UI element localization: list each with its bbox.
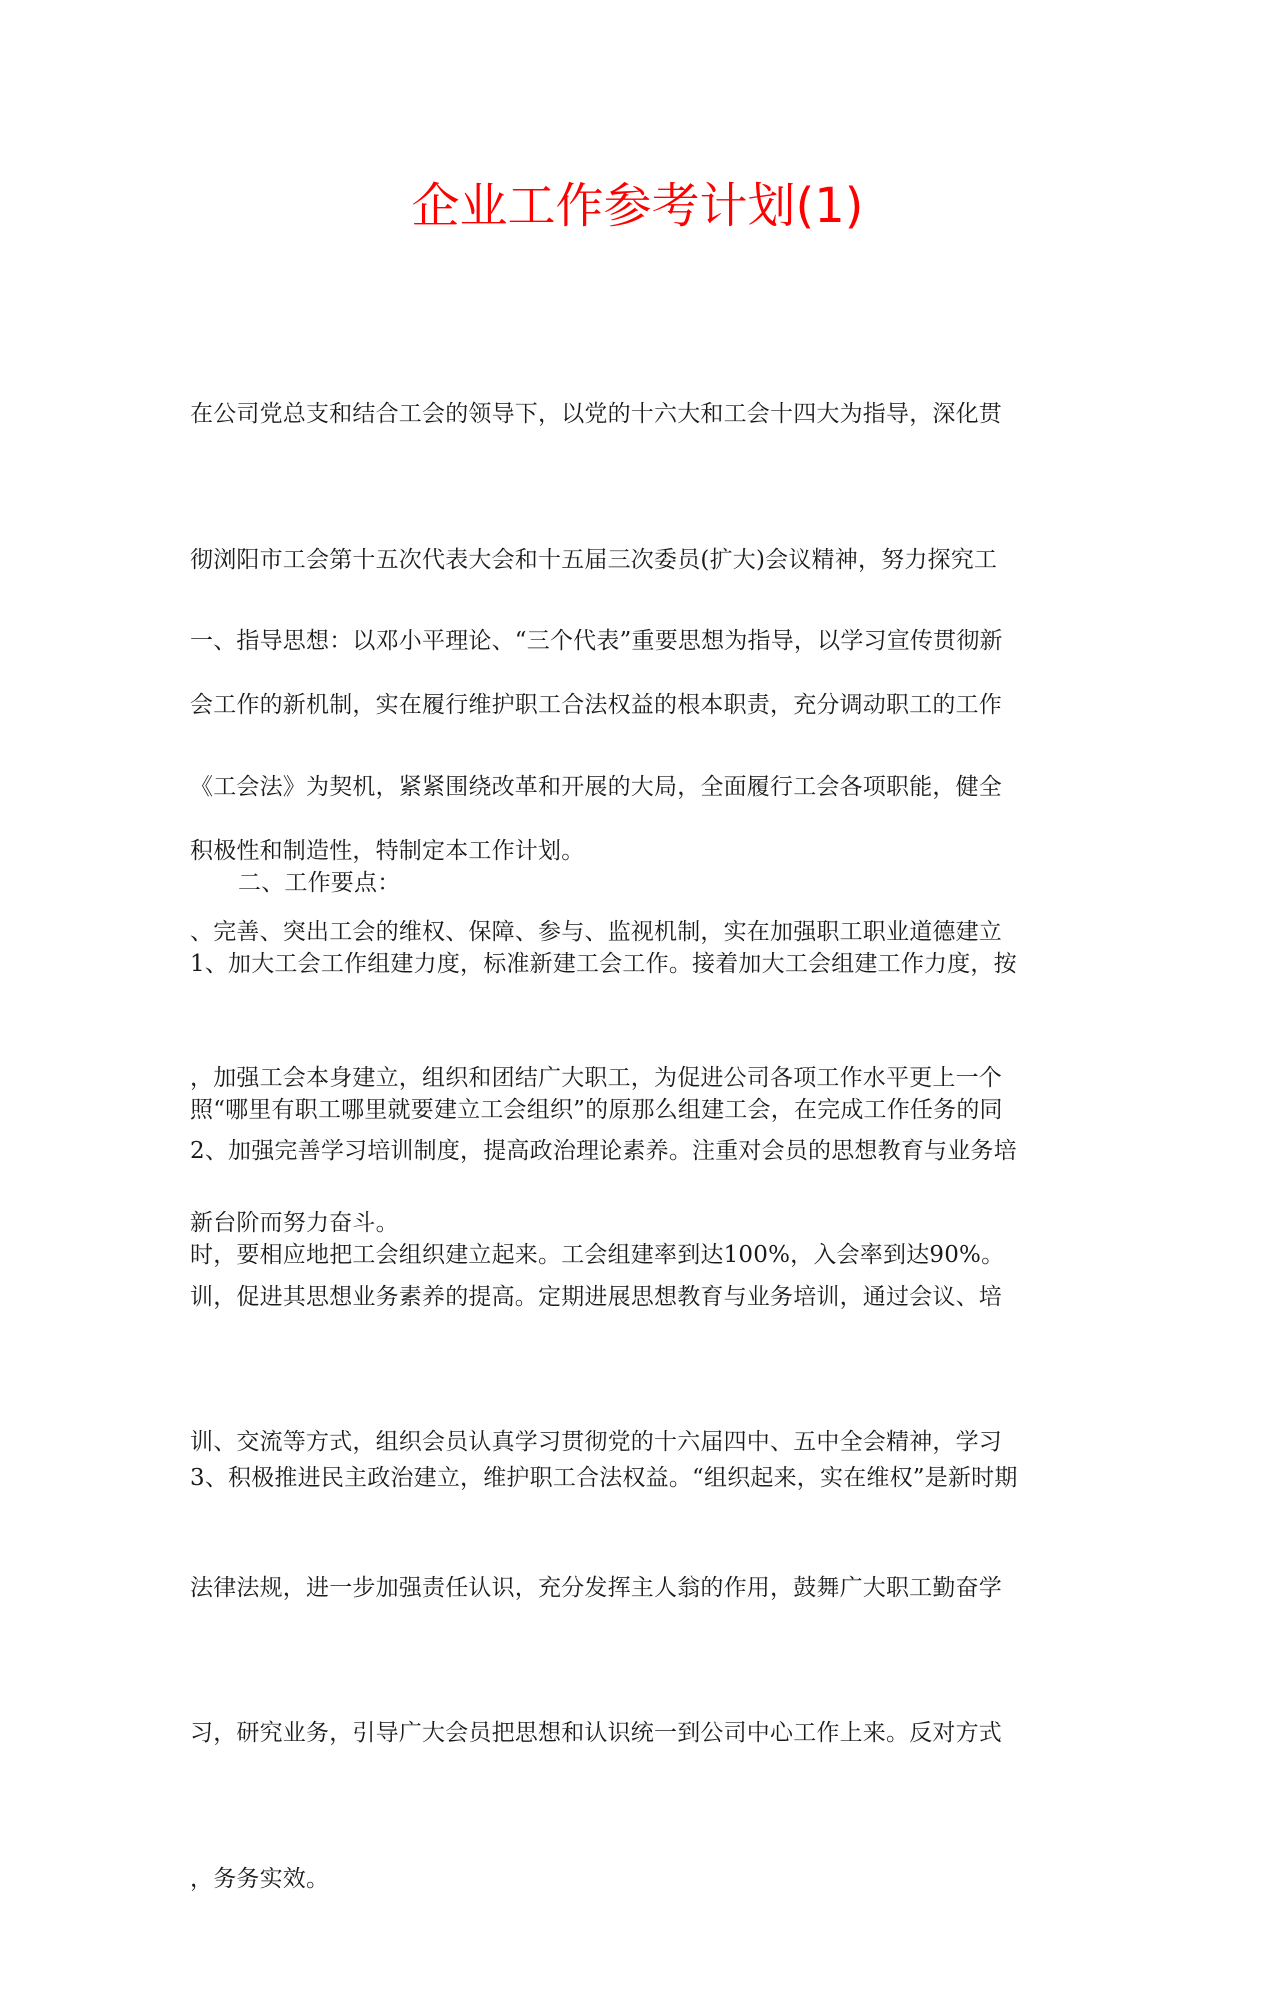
text-line: 在公司党总支和结合工会的领导下，以党的十六大和工会十四大为指导，深化贯 xyxy=(190,401,1002,427)
text-line: 1、加大工会工作组建力度，标准新建工会工作。接着加大工会组建工作力度，按 xyxy=(190,951,1017,977)
text-line: 彻浏阳市工会第十五次代表大会和十五届三次委员(扩大)会议精神，努力探究工 xyxy=(190,546,998,573)
text-line: ，务务实效。 xyxy=(190,1865,330,1892)
text-line: 训，促进其思想业务素养的提高。定期进展思想教育与业务培训，通过会议、培 xyxy=(190,1283,1002,1310)
text-line: 、完善、突出工会的维权、保障、参与、监视机制，实在加强职工职业道德建立 xyxy=(190,919,1002,945)
text-line: 会工作的新机制，实在履行维护职工合法权益的根本职责，充分调动职工的工作 xyxy=(190,692,1002,718)
text-line: 2、加强完善学习培训制度，提高政治理论素养。注重对会员的思想教育与业务培 xyxy=(190,1138,1017,1164)
text-line: 法律法规，进一步加强责任认识，充分发挥主人翁的作用，鼓舞广大职工勤奋学 xyxy=(190,1574,1002,1601)
text-line: 习，研究业务，引导广大会员把思想和认识统一到公司中心工作上来。反对方式 xyxy=(190,1720,1002,1746)
section-heading: 二、工作要点： xyxy=(238,870,401,896)
text-line: ，加强工会本身建立，组织和团结广大职工，为促进公司各项工作水平更上一个 xyxy=(190,1064,1002,1091)
text-line: 一、指导思想：以邓小平理论、“三个代表”重要思想为指导，以学习宣传贯彻新 xyxy=(190,628,1003,654)
text-line: 新台阶而努力奋斗。 xyxy=(190,1210,399,1236)
text-line: 积极性和制造性，特制定本工作计划。 xyxy=(190,837,585,864)
text-line: 训、交流等方式，组织会员认真学习贯彻党的十六届四中、五中全会精神，学习 xyxy=(190,1429,1002,1455)
text-line: 照“哪里有职工哪里就要建立工会组织”的原那么组建工会，在完成工作任务的同 xyxy=(190,1096,1003,1123)
document-title: 企业工作参考计划(1) xyxy=(411,178,864,234)
text-line: 3、积极推进民主政治建立，维护职工合法权益。“组织起来，实在维权”是新时期 xyxy=(190,1465,1018,1491)
paragraph-item-3 xyxy=(190,1357,1085,1600)
text-line: 《工会法》为契机，紧紧围绕改革和开展的大局，全面履行工会各项职能，健全 xyxy=(190,773,1002,800)
text-line: 时，要相应地把工会组织建立起来。工会组建率到达100%，入会率到达90%。 xyxy=(190,1242,1005,1268)
